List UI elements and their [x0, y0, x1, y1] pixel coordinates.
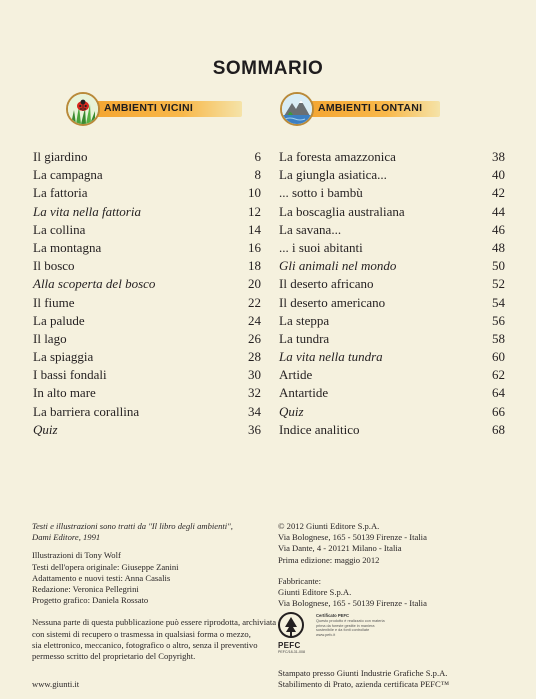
pefc-tree-logo [278, 612, 304, 640]
toc-entry-page: 26 [248, 330, 261, 346]
section-banner-ambienti-lontani [280, 96, 440, 122]
section-heading: AMBIENTI VICINI [104, 102, 194, 114]
toc-entry-title: Antartide [279, 385, 329, 401]
banner-bar [92, 101, 242, 117]
toc-entry-title: Il lago [33, 330, 67, 346]
toc-entry-page: 40 [492, 167, 505, 183]
toc-entry-title: La savana... [279, 221, 342, 237]
toc-entry-page: 22 [248, 294, 261, 310]
toc-entry-title: Quiz [279, 403, 304, 419]
toc-entry [33, 294, 261, 312]
toc-entry-page: 6 [254, 149, 261, 164]
toc-entry [279, 330, 505, 348]
toc-entry [33, 403, 261, 421]
toc-entry [33, 148, 261, 166]
toc-entry-page: 42 [492, 185, 505, 201]
toc-list-ambienti-vicini [33, 148, 261, 439]
copyright-line: © 2012 Giunti Editore S.p.A. [278, 521, 380, 531]
toc-entry [33, 257, 261, 275]
toc-entry-title: La vita nella tundra [279, 349, 383, 365]
toc-entry-title: Il deserto americano [279, 294, 386, 310]
address-line: Via Bolognese, 165 - 50139 Firenze - Italia [278, 532, 427, 543]
toc-entry [279, 366, 505, 384]
toc-entry [279, 312, 505, 330]
toc-entry-title: Il deserto africano [279, 276, 374, 292]
website-link[interactable] [32, 679, 79, 690]
toc-entry-title: La montagna [33, 239, 102, 255]
toc-entry-title: La foresta amazzonica [279, 149, 396, 164]
original-text-credit: Testi dell'opera originale: Giuseppe Zanini [32, 561, 179, 572]
toc-entry-page: 48 [492, 239, 505, 255]
toc-entry [279, 348, 505, 366]
banner-bar [306, 101, 440, 117]
rights-line: Nessuna parte di questa pubblicazione può essere riprodotta, archiviata [32, 617, 277, 628]
toc-entry [279, 148, 505, 166]
toc-entry-page: 32 [248, 385, 261, 401]
mountain-island-icon [280, 92, 314, 126]
toc-entry [279, 239, 505, 257]
toc-entry-page: 52 [492, 276, 505, 292]
toc-entry [279, 275, 505, 293]
rights-line: sia elettronico, meccanico, fotografico o altro, senza il preventivo [32, 639, 258, 650]
toc-entry [279, 384, 505, 402]
credits-right [278, 521, 427, 609]
toc-entry-title: La vita nella fattoria [33, 203, 141, 219]
section-banner-ambienti-vicini [66, 96, 242, 122]
toc-entry-page: 28 [248, 349, 261, 365]
toc-entry-title: La collina [33, 221, 86, 237]
toc-entry [279, 184, 505, 202]
toc-entry-page: 44 [492, 203, 505, 219]
toc-entry-page: 50 [492, 258, 505, 274]
toc-entry [33, 366, 261, 384]
toc-entry [33, 312, 261, 330]
cert-url: www.pefc.it [316, 633, 336, 638]
toc-entry-title: Il giardino [33, 149, 88, 164]
toc-entry-page: 54 [492, 294, 505, 310]
toc-entry-title: I bassi fondali [33, 367, 107, 383]
toc-entry-page: 10 [248, 185, 261, 201]
toc-entry-title: ... i suoi abitanti [279, 239, 363, 255]
cert-title: Certificato PEFC [316, 613, 350, 618]
toc-entry-title: La spiaggia [33, 349, 94, 365]
toc-entry [279, 421, 505, 439]
toc-entry [33, 166, 261, 184]
toc-entry [33, 221, 261, 239]
toc-entry [33, 384, 261, 402]
toc-entry [279, 203, 505, 221]
manufacturer-name: Giunti Editore S.p.A. [278, 587, 352, 598]
graphic-design-credit: Progetto grafico: Daniela Rossato [32, 595, 149, 606]
manufacturer-address: Via Bolognese, 165 - 50139 Firenze - Italia [278, 598, 427, 609]
section-heading: AMBIENTI LONTANI [318, 102, 423, 114]
toc-entry [279, 221, 505, 239]
address-line: Via Dante, 4 - 20121 Milano - Italia [278, 543, 402, 554]
toc-entry-page: 16 [248, 239, 261, 255]
toc-entry [33, 203, 261, 221]
toc-entry-page: 56 [492, 312, 505, 328]
toc-entry-page: 24 [248, 312, 261, 328]
toc-entry-title: La tundra [279, 330, 330, 346]
manufacturer-label: Fabbricante: [278, 575, 321, 586]
toc-entry-page: 20 [248, 276, 261, 292]
toc-entry [279, 294, 505, 312]
toc-entry-page: 34 [248, 403, 261, 419]
toc-entry-title: Il bosco [33, 258, 75, 274]
toc-entry [33, 421, 261, 439]
toc-entry-page: 12 [248, 203, 261, 219]
adaptation-credit: Adattamento e nuovi testi: Anna Casalis [32, 572, 171, 583]
toc-entry-page: 68 [492, 421, 505, 437]
toc-entry-page: 60 [492, 349, 505, 365]
toc-entry-title: Alla scoperta del bosco [33, 276, 156, 292]
toc-entry-page: 46 [492, 221, 505, 237]
illustrations-credit: Illustrazioni di Tony Wolf [32, 550, 121, 561]
toc-entry-page: 58 [492, 330, 505, 346]
ladybug-on-grass-icon [66, 92, 100, 126]
website-text: www.giunti.it [32, 679, 80, 689]
plant-line: Stabilimento di Prato, azienda certificata PEFC™ [278, 679, 450, 690]
pefc-code: PEFC/18-31-008 [278, 650, 305, 654]
toc-entry [279, 403, 505, 421]
toc-entry [33, 348, 261, 366]
toc-entry-title: Artide [279, 367, 313, 383]
toc-entry-page: 36 [248, 421, 261, 437]
source-line: Testi e illustrazioni sono tratti da "Il libro degli ambienti", [32, 521, 233, 531]
rights-line: con sistemi di recupero o trasmessa in qualsiasi forma o mezzo, [32, 628, 251, 639]
pefc-certificate-text [316, 614, 386, 638]
toc-entry [33, 184, 261, 202]
toc-entry-page: 30 [248, 367, 261, 383]
toc-entry-title: La palude [33, 312, 85, 328]
toc-entry-page: 62 [492, 367, 505, 383]
toc-entry-title: La steppa [279, 312, 330, 328]
toc-entry [279, 257, 505, 275]
toc-entry-title: La campagna [33, 167, 103, 183]
toc-entry-page: 18 [248, 258, 261, 274]
page-title: SOMMARIO [212, 58, 324, 79]
editing-credit: Redazione: Veronica Pellegrini [32, 584, 139, 595]
toc-entry-page: 66 [492, 403, 505, 419]
toc-entry-title: La fattoria [33, 185, 88, 201]
toc-entry-title: Indice analitico [279, 421, 360, 437]
toc-entry [33, 330, 261, 348]
toc-entry [33, 275, 261, 293]
toc-entry-page: 38 [492, 149, 505, 164]
toc-entry-title: Quiz [33, 421, 58, 437]
toc-entry-page: 14 [248, 221, 261, 237]
toc-entry-title: La giungla asiatica... [279, 167, 387, 183]
toc-entry-title: La boscaglia australiana [279, 203, 405, 219]
cert-body: Questo prodotto è realizzato con materia prima da foreste gestite in maniera sostenibile e da fonti controllate [316, 618, 385, 633]
toc-entry [33, 239, 261, 257]
toc-entry-page: 8 [254, 167, 261, 183]
toc-entry [279, 166, 505, 184]
toc-entry-page: 64 [492, 385, 505, 401]
toc-list-ambienti-lontani [279, 148, 505, 439]
toc-entry-title: ... sotto i bambù [279, 185, 363, 201]
rights-line: permesso scritto del proprietario del Copyright. [32, 651, 196, 662]
credits-left [32, 521, 276, 662]
toc-entry-title: Gli animali nel mondo [279, 258, 397, 274]
toc-entry-title: In alto mare [33, 385, 96, 401]
toc-entry-title: Il fiume [33, 294, 75, 310]
printer-line: Stampato presso Giunti Industrie Grafiche S.p.A. [278, 668, 448, 678]
source-line: Dami Editore, 1991 [32, 532, 101, 543]
toc-entry-title: La barriera corallina [33, 403, 140, 419]
first-edition-line: Prima edizione: maggio 2012 [278, 554, 380, 565]
pefc-label: PEFC [278, 641, 301, 650]
printer-credits [278, 668, 449, 690]
